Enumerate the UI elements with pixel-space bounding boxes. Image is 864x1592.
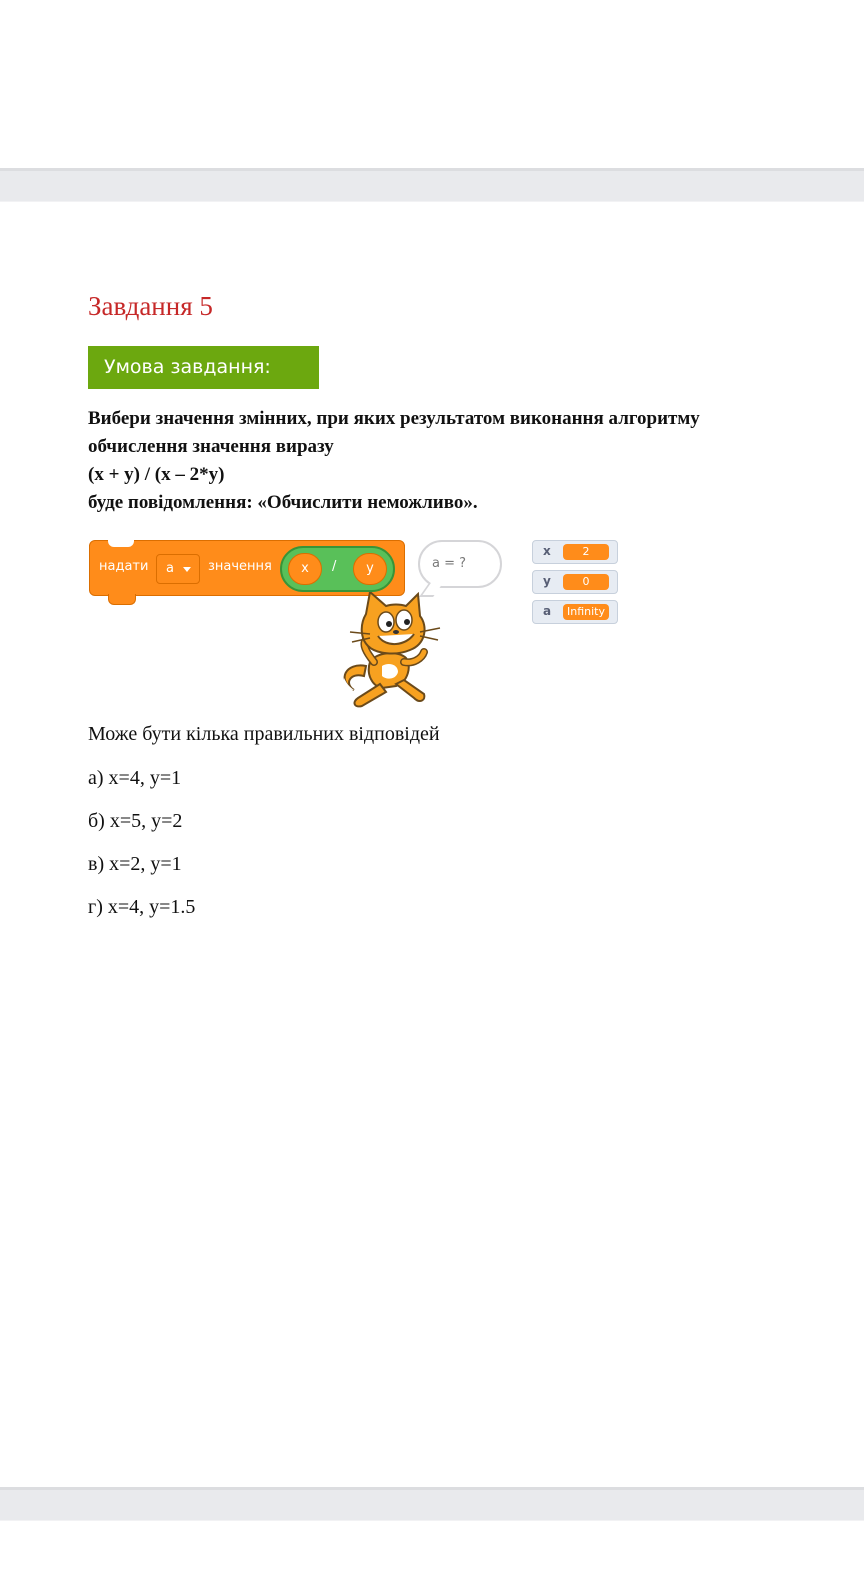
monitor-y-value: 0: [563, 574, 609, 590]
monitor-x-value: 2: [563, 544, 609, 560]
block-bottom-notch: [108, 594, 136, 605]
divide-operator-block: [280, 546, 395, 592]
statement-expression: (x + y) / (x – 2*y): [88, 464, 225, 485]
monitor-x: [532, 540, 618, 564]
reporter-y: y: [353, 553, 387, 585]
monitor-a: [532, 600, 618, 624]
block-set-label: надати: [99, 559, 149, 574]
reporter-x: x: [288, 553, 322, 585]
answer-option-b: б) x=5, y=2: [88, 810, 183, 832]
scratch-set-variable-block: [89, 540, 405, 596]
dropdown-caret-icon: [183, 567, 191, 572]
task-statement: [88, 405, 808, 517]
speech-bubble: a = ?: [418, 540, 502, 588]
answer-option-a: а) x=4, y=1: [88, 767, 182, 789]
monitor-y: [532, 570, 618, 594]
monitor-y-label: y: [543, 574, 551, 588]
block-top-notch: [108, 540, 134, 547]
multiple-answers-note: Може бути кілька правильних відповідей: [88, 723, 440, 745]
divide-symbol: /: [332, 559, 337, 574]
bottom-page-separator: [0, 1487, 864, 1521]
statement-line-1: Вибери значення змінних, при яких результатом виконання алгоритму: [88, 408, 700, 429]
monitor-a-label: a: [543, 604, 552, 618]
block-value-label: значення: [208, 559, 272, 574]
task-title: Завдання 5: [88, 291, 213, 321]
monitor-x-label: x: [543, 544, 551, 558]
variable-dropdown-value: a: [166, 561, 174, 576]
answer-option-v: в) x=2, y=1: [88, 853, 182, 875]
monitor-a-value: Infinity: [563, 604, 609, 620]
answer-option-g: г) x=4, y=1.5: [88, 896, 196, 918]
top-page-separator: [0, 168, 864, 202]
statement-line-4: буде повідомлення: «Обчислити неможливо».: [88, 492, 478, 513]
scratch-cat-icon: [336, 592, 456, 716]
statement-line-2: обчислення значення виразу: [88, 436, 334, 457]
condition-label: Умова завдання:: [88, 346, 319, 389]
variable-dropdown: [156, 554, 200, 584]
